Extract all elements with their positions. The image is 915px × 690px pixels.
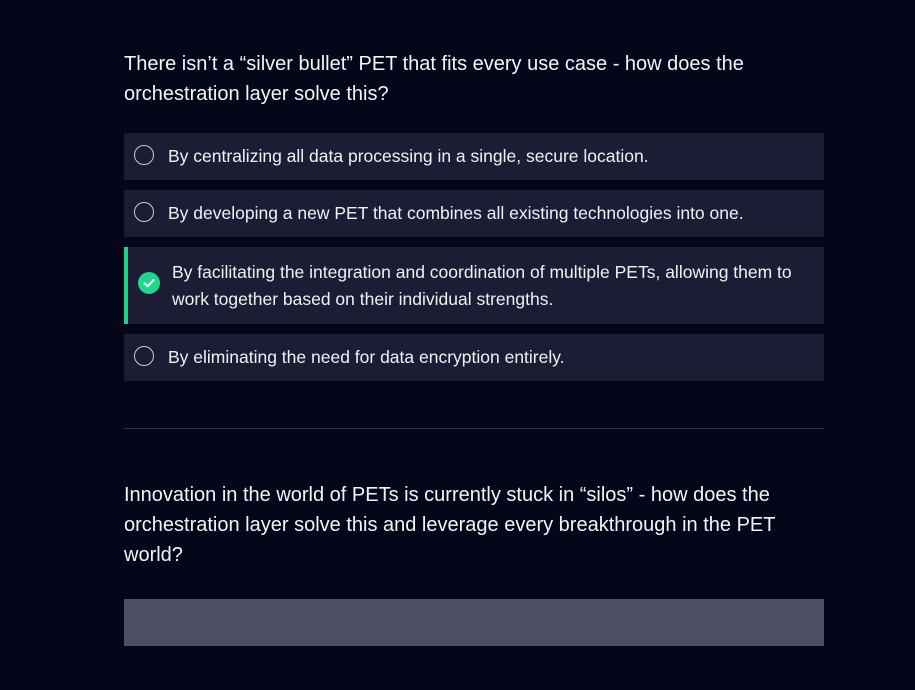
quiz-page: [124, 0, 824, 690]
answer-text-field[interactable]: [124, 599, 824, 646]
radio-empty-icon[interactable]: [134, 202, 154, 222]
question-2-text: Innovation in the world of PETs is currently stuck in “silos” - how does the orchestration layer solve this and leverage every breakthrough in the PET world?: [124, 484, 776, 566]
option-1[interactable]: [124, 133, 824, 180]
radio-empty-icon[interactable]: [134, 346, 154, 366]
option-3-selected[interactable]: [124, 247, 824, 324]
question-1-options: [124, 133, 824, 391]
check-circle-icon[interactable]: [138, 272, 160, 294]
option-3-label: By facilitating the integration and coordination of multiple PETs, allowing them to work together based on their individual strengths.: [172, 262, 792, 309]
section-divider: [124, 428, 824, 429]
radio-empty-icon[interactable]: [134, 145, 154, 165]
option-4-label: By eliminating the need for data encryption entirely.: [168, 347, 565, 367]
option-4[interactable]: [124, 334, 824, 381]
option-2-label: By developing a new PET that combines all existing technologies into one.: [168, 203, 744, 223]
question-1-text: There isn’t a “silver bullet” PET that fits every use case - how does the orchestration layer solve this?: [124, 53, 744, 105]
option-1-label: By centralizing all data processing in a single, secure location.: [168, 146, 649, 166]
option-2[interactable]: [124, 190, 824, 237]
